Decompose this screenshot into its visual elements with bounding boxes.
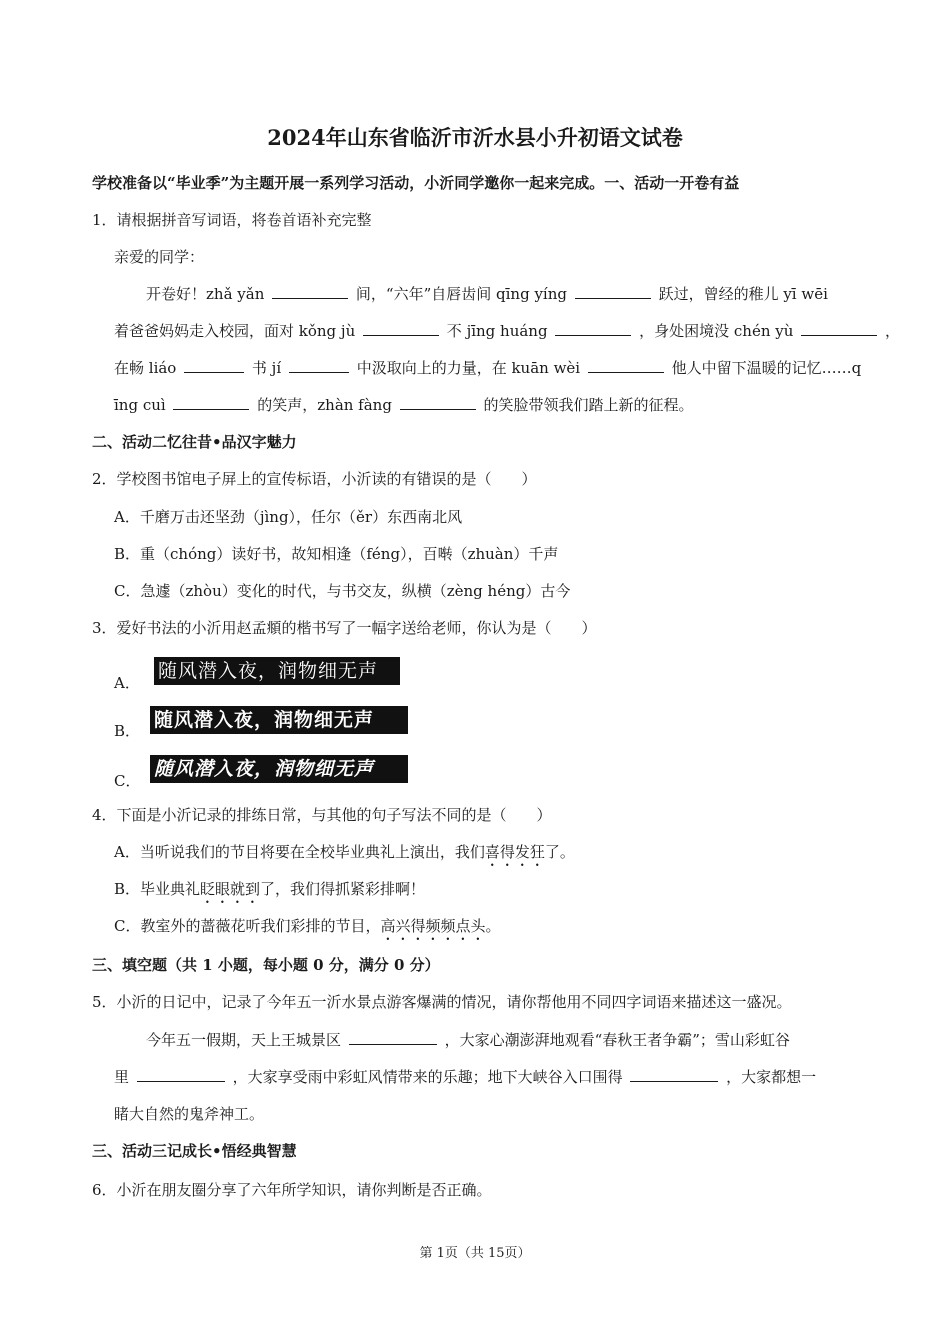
q3-stem: 3．爱好书法的小沂用赵孟頫的楷书写了一幅字送给老师，你认为是（ ） [92, 619, 597, 637]
q4-a-emphasis: 喜得发狂 [484, 843, 545, 861]
calligraphy-sample-a[interactable]: 随风潜入夜，润物细无声 [154, 657, 400, 685]
q1-line1-a: 开卷好！zhǎ yǎn [146, 285, 265, 303]
answer-blank[interactable] [137, 1067, 225, 1082]
q5-line2-a: 里 [114, 1068, 130, 1086]
q5-line1-b: ，大家心潮澎湃地观看“春秋王者争霸”；雪山彩虹谷 [444, 1031, 790, 1049]
q4-b-emphasis: 眨眼就到 [200, 880, 261, 898]
q3-option-a[interactable]: A． [114, 674, 140, 692]
q4-option-b[interactable] [114, 879, 425, 907]
answer-blank[interactable] [289, 358, 349, 373]
answer-blank[interactable] [400, 395, 476, 410]
q4-option-c[interactable] [114, 916, 501, 944]
q4-b-text3: 了，我们得抓紧彩排啊！ [260, 880, 426, 898]
calligraphy-sample-c[interactable]: 随风潜入夜，润物细无声 [150, 755, 408, 783]
q2-option-b[interactable]: B．重（chóng）读好书，故知相逢（féng），百啭（zhuàn）千声 [114, 545, 559, 563]
q4-c-text3: 。 [485, 917, 501, 935]
q1-line4 [114, 395, 694, 415]
q1-line2 [114, 321, 900, 341]
answer-blank[interactable] [349, 1030, 437, 1045]
section-heading-4: 三、活动三记成长•悟经典智慧 [92, 1142, 297, 1160]
q1-greeting: 亲爱的同学： [114, 248, 205, 266]
q1-line2-b: 不 jīng huáng [446, 322, 548, 340]
q1-line2-d: ， [884, 322, 900, 340]
q1-line1-c: 跃过，曾经的稚儿 yī wēi [658, 285, 828, 303]
section-heading-2: 二、活动二忆往昔•品汉字魅力 [92, 433, 297, 451]
q4-c-text1: C．教室外的蔷薇花听我们彩排的节目， [114, 917, 381, 935]
q5-line1-a: 今年五一假期，天上王城景区 [146, 1031, 342, 1049]
q1-line2-a: 着爸爸妈妈走入校园，面对 kǒng jù [114, 322, 356, 340]
q5-line2 [114, 1067, 816, 1087]
section-heading-3: 三、填空题（共 1 小题，每小题 0 分，满分 0 分） [92, 956, 440, 974]
q1-line3-b: 书 jí [251, 359, 282, 377]
q1-line1-b: 间，“六年”自唇齿间 qīng yíng [355, 285, 567, 303]
q4-option-a[interactable] [114, 842, 575, 870]
q2-stem: 2．学校图书馆电子屏上的宣传标语，小沂读的有错误的是（ ） [92, 470, 537, 488]
q5-stem: 5．小沂的日记中，记录了今年五一沂水景点游客爆满的情况，请你帮他用不同四字词语来描述这一盛况。 [92, 993, 792, 1011]
answer-blank[interactable] [588, 358, 664, 373]
answer-blank[interactable] [630, 1067, 718, 1082]
q4-c-emphasis: 高兴得频频点头 [380, 917, 486, 935]
q5-line1 [146, 1030, 790, 1050]
answer-blank[interactable] [272, 284, 348, 299]
q5-line2-c: ，大家都想一 [726, 1068, 817, 1086]
q1-line3 [114, 358, 861, 378]
q4-a-text3: 了。 [544, 843, 575, 861]
page-title: 2024年山东省临沂市沂水县小升初语文试卷 [267, 125, 683, 150]
q4-b-text1: B．毕业典礼 [114, 880, 201, 898]
q5-line2-b: ，大家享受雨中彩虹风情带来的乐趣；地下大峡谷入口围得 [232, 1068, 623, 1086]
page-footer: 第 1页（共 15页） [419, 1246, 531, 1261]
q1-line1 [146, 284, 828, 304]
q1-stem: 1．请根据拼音写词语，将卷首语补充完整 [92, 211, 372, 229]
answer-blank[interactable] [575, 284, 651, 299]
q3-option-c[interactable]: C． [114, 772, 141, 790]
q1-line4-a: īng cuì [114, 396, 166, 414]
q2-option-c[interactable]: C．急遽（zhòu）变化的时代，与书交友，纵横（zèng héng）古今 [114, 582, 571, 600]
q5-line3: 睹大自然的鬼斧神工。 [114, 1105, 265, 1123]
q1-line4-b: 的笑声，zhàn fàng [257, 396, 392, 414]
answer-blank[interactable] [184, 358, 244, 373]
calligraphy-sample-b[interactable]: 随风潜入夜，润物细无声 [150, 706, 408, 734]
q2-option-a[interactable]: A．千磨万击还坚劲（jìng），任尔（ěr）东西南北风 [114, 508, 463, 526]
q1-line2-c: ，身处困境没 chén yù [639, 322, 794, 340]
q6-stem: 6．小沂在朋友圈分享了六年所学知识，请你判断是否正确。 [92, 1181, 492, 1199]
answer-blank[interactable] [555, 321, 631, 336]
q1-line3-a: 在畅 liáo [114, 359, 177, 377]
q4-stem: 4．下面是小沂记录的排练日常，与其他的句子写法不同的是（ ） [92, 806, 552, 824]
q1-line3-c: 中汲取向上的力量，在 kuān wèi [356, 359, 581, 377]
answer-blank[interactable] [801, 321, 877, 336]
q1-line4-c: 的笑脸带领我们踏上新的征程。 [483, 396, 694, 414]
q3-option-b[interactable]: B． [114, 722, 141, 740]
answer-blank[interactable] [363, 321, 439, 336]
q4-a-text1: A．当听说我们的节目将要在全校毕业典礼上演出，我们 [114, 843, 485, 861]
q1-line3-d: 他人中留下温暖的记忆……q [671, 359, 862, 377]
intro-text: 学校准备以“毕业季”为主题开展一系列学习活动，小沂同学邀你一起来完成。一、活动一开卷有益 [92, 174, 740, 192]
answer-blank[interactable] [173, 395, 249, 410]
